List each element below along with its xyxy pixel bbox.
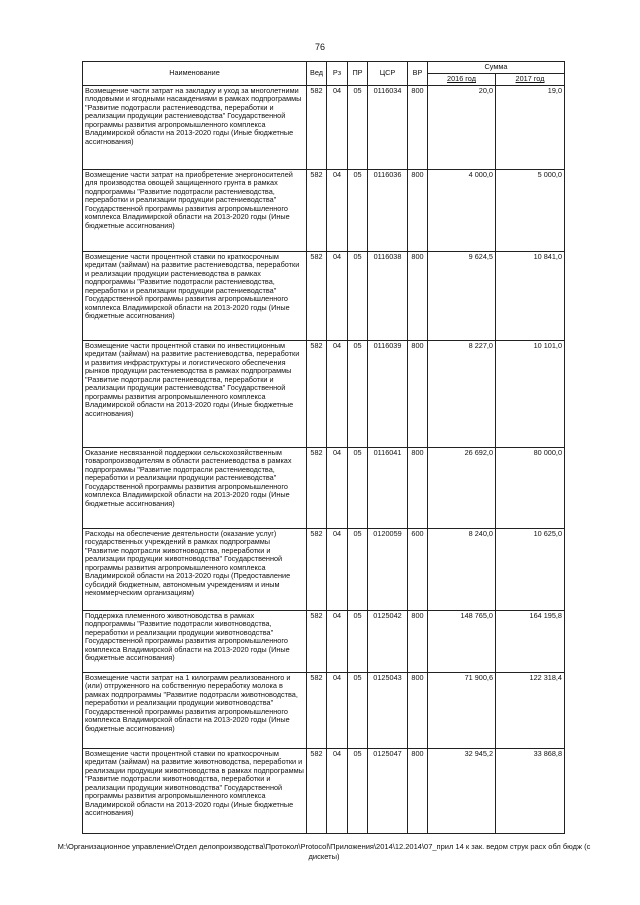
row-amount-2016-cell: 26 692,0 [428, 447, 496, 528]
row-name-cell: Возмещение части затрат на закладку и уход за многолетними плодовыми и ягодными насаждениями в рамках подпрограммы "Развитие подотрасли растениеводства, переработки и реализации продукции растениеводства" Государственной программы развития агропромышленного комплекса Владимирской области на 2013-2020 годы (Иные бюджетные ассигнования) [83, 85, 307, 169]
row-csr-cell: 0116036 [368, 169, 408, 251]
row-pr-cell: 05 [348, 610, 368, 672]
row-rz-cell: 04 [327, 610, 348, 672]
row-vr-cell: 800 [408, 85, 428, 169]
row-rz-cell: 04 [327, 528, 348, 610]
row-amount-2017-cell: 10 101,0 [496, 340, 565, 447]
table-row [83, 610, 565, 672]
row-name-cell: Возмещение части процентной ставки по краткосрочным кредитам (займам) на развитие животноводства, переработки и реализации продукции животноводства в рамках подпрограммы "Развитие подотрасли животноводства, переработки и реализации продукции животноводства" Государственной программы развития агропромышленного комплекса Владимирской области на 2013-2020 годы (Иные бюджетные ассигнования) [83, 748, 307, 833]
row-name-cell: Возмещение части процентной ставки по инвестиционным кредитам (займам) на развитие растениеводства, переработки и развития инфраструктуры и логистического обеспечения рынков продукции растениеводства в рамках подпрограммы "Развитие подотрасли растениеводства, переработки и реализации продукции растениеводства" Государственной программы развития агропромышленного комплекса Владимирской области на 2013-2020 годы (Иные бюджетные ассигнования) [83, 340, 307, 447]
row-pr-cell: 05 [348, 169, 368, 251]
row-csr-cell: 0125043 [368, 672, 408, 748]
row-ved-cell: 582 [307, 528, 327, 610]
row-vr-cell: 800 [408, 251, 428, 340]
table-header [83, 62, 565, 86]
row-name-cell: Возмещение части процентной ставки по краткосрочным кредитам (займам) на развитие растениеводства, переработки и реализации продукции растениеводства в рамках подпрограммы "Развитие подотрасли растениеводства, переработки и реализации продукции растениеводства" Государственной программы развития агропромышленного комплекса Владимирской области на 2013-2020 годы (Иные бюджетные ассигнования) [83, 251, 307, 340]
row-amount-2017-cell: 164 195,8 [496, 610, 565, 672]
row-rz-cell: 04 [327, 251, 348, 340]
header-name: Наименование [83, 62, 307, 86]
row-csr-cell: 0116041 [368, 447, 408, 528]
footer-file-path: М:\Организационное управление\Отдел делопроизводства\Протокол\Protocol\Приложения\2014\12.2014\07_прил 14 к зак. ведом струк расх обл бюдж (с дискеты) [57, 842, 591, 861]
row-ved-cell: 582 [307, 447, 327, 528]
row-amount-2016-cell: 20,0 [428, 85, 496, 169]
header-pr: ПР [348, 62, 368, 86]
row-ved-cell: 582 [307, 748, 327, 833]
row-rz-cell: 04 [327, 169, 348, 251]
row-amount-2016-cell: 8 240,0 [428, 528, 496, 610]
header-csr: ЦСР [368, 62, 408, 86]
row-name-cell: Возмещение части затрат на приобретение энергоносителей для производства овощей защищенного грунта в рамках подпрограммы "Развитие подотрасли растениеводства, переработки и реализации продукции растениеводства" Государственной программы развития агропромышленного комплекса Владимирской области на 2013-2020 годы (Иные бюджетные ассигнования) [83, 169, 307, 251]
row-amount-2017-cell: 5 000,0 [496, 169, 565, 251]
header-year-2017: 2017 год [496, 74, 565, 86]
row-amount-2017-cell: 80 000,0 [496, 447, 565, 528]
row-ved-cell: 582 [307, 169, 327, 251]
row-amount-2017-cell: 19,0 [496, 85, 565, 169]
table-row [83, 672, 565, 748]
header-ved: Вед [307, 62, 327, 86]
row-csr-cell: 0116038 [368, 251, 408, 340]
row-amount-2016-cell: 32 945,2 [428, 748, 496, 833]
row-vr-cell: 600 [408, 528, 428, 610]
row-pr-cell: 05 [348, 340, 368, 447]
row-name-cell: Поддержка племенного животноводства в рамках подпрограммы "Развитие подотрасли животноводства, переработки и реализации продукции животноводства" Государственной программы развития агропромышленного комплекса Владимирской области на 2013-2020 годы (Иные бюджетные ассигнования) [83, 610, 307, 672]
row-amount-2016-cell: 71 900,6 [428, 672, 496, 748]
header-sum: Сумма [428, 62, 565, 74]
row-rz-cell: 04 [327, 447, 348, 528]
header-vr: ВР [408, 62, 428, 86]
row-vr-cell: 800 [408, 447, 428, 528]
row-name-cell: Расходы на обеспечение деятельности (оказание услуг) государственных учреждений в рамках подпрограммы "Развитие подотрасли животноводства, переработки и реализации продукции животноводства" Государственной программы развития агропромышленного комплекса Владимирской области на 2013-2020 годы (Предоставление субсидий бюджетным, автономным учреждениям и иным некоммерческим организациям) [83, 528, 307, 610]
table-row [83, 169, 565, 251]
table-row [83, 85, 565, 169]
row-pr-cell: 05 [348, 748, 368, 833]
row-vr-cell: 800 [408, 748, 428, 833]
row-pr-cell: 05 [348, 672, 368, 748]
row-pr-cell: 05 [348, 251, 368, 340]
row-ved-cell: 582 [307, 610, 327, 672]
table-row [83, 748, 565, 833]
row-amount-2017-cell: 122 318,4 [496, 672, 565, 748]
row-amount-2016-cell: 148 765,0 [428, 610, 496, 672]
row-ved-cell: 582 [307, 85, 327, 169]
table-row [83, 251, 565, 340]
table-row [83, 528, 565, 610]
row-pr-cell: 05 [348, 85, 368, 169]
header-year-2016: 2016 год [428, 74, 496, 86]
row-rz-cell: 04 [327, 748, 348, 833]
row-vr-cell: 800 [408, 340, 428, 447]
table-row [83, 340, 565, 447]
row-rz-cell: 04 [327, 85, 348, 169]
row-rz-cell: 04 [327, 672, 348, 748]
row-amount-2016-cell: 9 624,5 [428, 251, 496, 340]
row-csr-cell: 0125047 [368, 748, 408, 833]
row-amount-2016-cell: 8 227,0 [428, 340, 496, 447]
row-csr-cell: 0125042 [368, 610, 408, 672]
row-pr-cell: 05 [348, 528, 368, 610]
page-number: 76 [314, 42, 325, 52]
row-csr-cell: 0116039 [368, 340, 408, 447]
row-pr-cell: 05 [348, 447, 368, 528]
row-amount-2017-cell: 10 841,0 [496, 251, 565, 340]
row-name-cell: Возмещение части затрат на 1 килограмм реализованного и (или) отгруженного на собственную переработку молока в рамках подпрограммы "Развитие подотрасли животноводства, переработки и реализации продукции животноводства" Государственной программы развития агропромышленного комплекса Владимирской области на 2013-2020 годы (Иные бюджетные ассигнования) [83, 672, 307, 748]
row-rz-cell: 04 [327, 340, 348, 447]
row-ved-cell: 582 [307, 251, 327, 340]
row-ved-cell: 582 [307, 340, 327, 447]
row-vr-cell: 800 [408, 672, 428, 748]
row-ved-cell: 582 [307, 672, 327, 748]
row-vr-cell: 800 [408, 169, 428, 251]
row-amount-2017-cell: 10 625,0 [496, 528, 565, 610]
row-vr-cell: 800 [408, 610, 428, 672]
row-csr-cell: 0120059 [368, 528, 408, 610]
row-amount-2016-cell: 4 000,0 [428, 169, 496, 251]
table-body [83, 85, 565, 833]
row-name-cell: Оказание несвязанной поддержки сельскохозяйственным товаропроизводителям в области растениеводства в рамках подпрограммы "Развитие подотрасли растениеводства, переработки и реализации продукции растениеводства" Государственной программы развития агропромышленного комплекса Владимирской области на 2013-2020 годы (Иные бюджетные ассигнования) [83, 447, 307, 528]
row-amount-2017-cell: 33 868,8 [496, 748, 565, 833]
row-csr-cell: 0116034 [368, 85, 408, 169]
header-rz: Рз [327, 62, 348, 86]
budget-table [82, 61, 565, 834]
table-row [83, 447, 565, 528]
